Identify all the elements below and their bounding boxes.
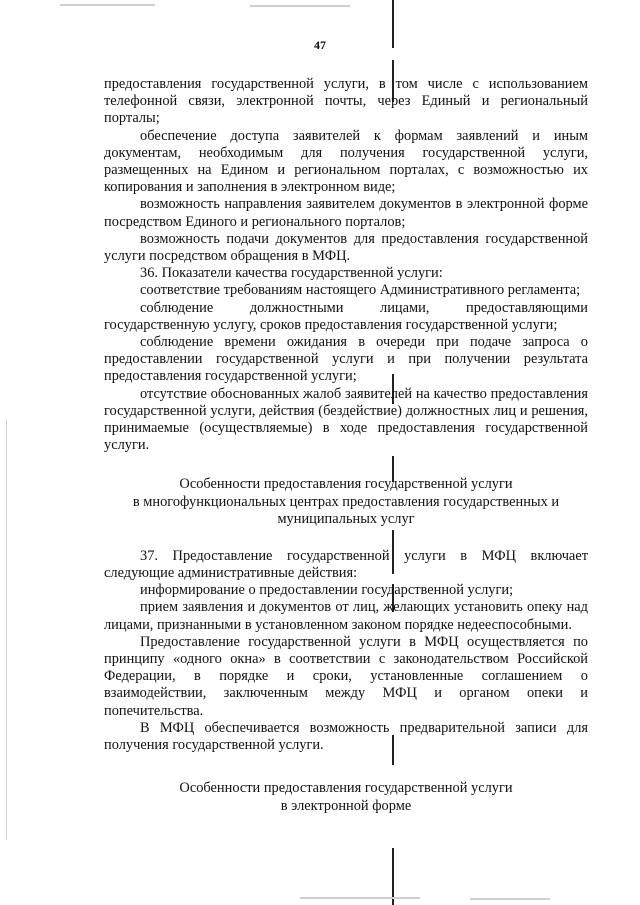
spacer bbox=[104, 529, 588, 548]
paragraph: В МФЦ обеспечивается возможность предварительной записи для получения государственной услуги. bbox=[104, 719, 588, 753]
scan-noise-top bbox=[250, 5, 350, 7]
section-heading-line: Особенности предоставления государственной услуги bbox=[179, 476, 513, 493]
scan-noise-bottom bbox=[470, 898, 550, 900]
paragraph: соблюдение времени ожидания в очереди при подаче запроса о предоставлении государственной услуги и при получении результата предоставления государственной услуги; bbox=[104, 334, 588, 385]
paragraph: 36. Показатели качества государственной услуги: bbox=[140, 265, 443, 282]
paragraph: возможность направления заявителем документов в электронной форме посредством Единого и регионального порталов; bbox=[104, 196, 588, 230]
paragraph: обеспечение доступа заявителей к формам заявлений и иным документам, необходимым для получения государственной услуги, размещенных на Едином и региональном порталах, с возможностью их копирования и заполнения в электронном виде; bbox=[104, 127, 588, 196]
spacer bbox=[104, 454, 588, 476]
section-heading-line: Особенности предоставления государственной услуги bbox=[179, 780, 513, 797]
paragraph: 37. Предоставление государственной услуги в МФЦ включает следующие административные действия: bbox=[104, 547, 588, 581]
page-number: 47 bbox=[314, 38, 326, 52]
paragraph: отсутствие обоснованных жалоб заявителей на качество предоставления государственной услуги, действия (бездействие) должностных лиц и решения, принимаемые (осуществляемые) в ходе предоставления государственной услуги. bbox=[104, 385, 588, 454]
scan-noise-bottom bbox=[300, 897, 420, 899]
scan-noise-top bbox=[60, 4, 155, 6]
paragraph: возможность подачи документов для предоставления государственной услуги посредством обращения в МФЦ. bbox=[104, 230, 588, 265]
section-heading-line: муниципальных услуг bbox=[277, 511, 415, 528]
paragraph: Предоставление государственной услуги в МФЦ осуществляется по принципу «одного окна» в соответствии с законодательством Российской Федерации, в порядке и сроки, установленные соглашением о взаимодействии, заключенным между МФЦ и органом опеки и попечительства. bbox=[104, 633, 588, 719]
paragraph: предоставления государственной услуги, в том числе с использованием телефонной связи, электронной почты, через Единый и региональный порталы; bbox=[104, 76, 588, 127]
scan-noise-edge bbox=[6, 420, 7, 840]
spacer bbox=[104, 754, 588, 780]
section-heading-line: в многофункциональных центрах предоставления государственных и bbox=[132, 493, 560, 510]
paragraph: соответствие требованиям настоящего Административного регламента; bbox=[140, 282, 581, 299]
paragraph: соблюдение должностными лицами, предоставляющими государственную услугу, сроков предоставления государственной услуги; bbox=[104, 299, 588, 333]
document-body bbox=[104, 76, 588, 815]
paragraph: информирование о предоставлении государственной услуги; bbox=[140, 582, 514, 599]
section-heading-line: в электронной форме bbox=[280, 797, 412, 814]
paragraph: прием заявления и документов от лиц, желающих установить опеку над лицами, признанными в установленном законом порядке недееспособными. bbox=[104, 599, 588, 633]
